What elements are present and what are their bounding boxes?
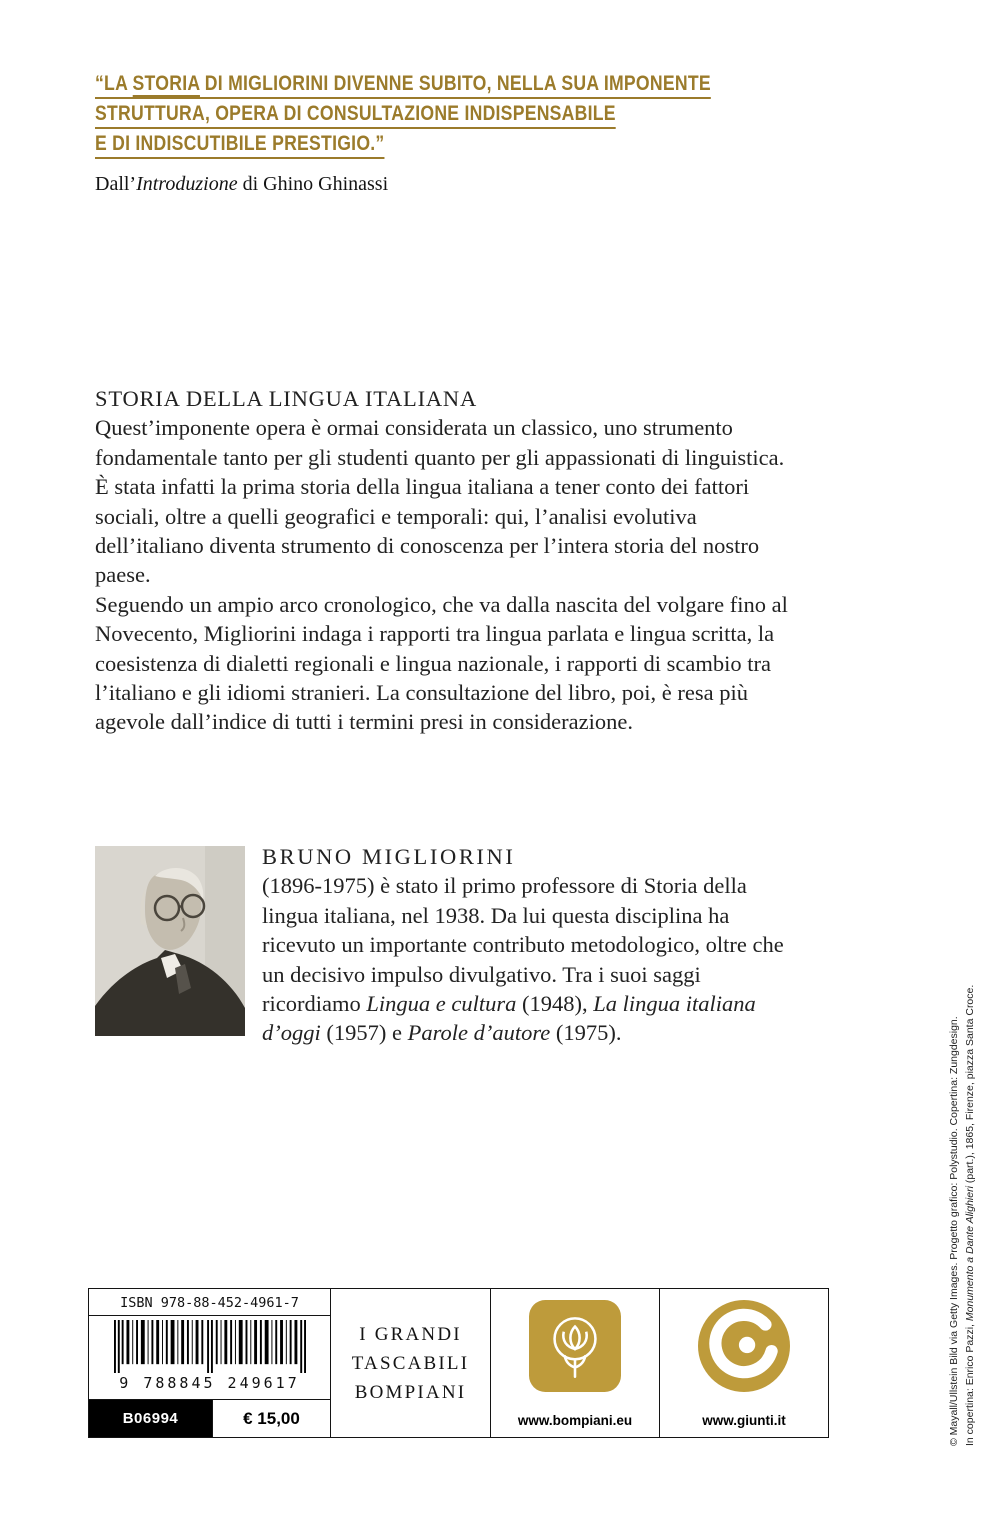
quote-line-3: E DI INDISCUTIBILE PRESTIGIO.” — [95, 132, 384, 159]
bompiani-flower-logo-icon — [529, 1300, 621, 1392]
series-line-2: TASCABILI — [351, 1352, 470, 1374]
author-name: BRUNO MIGLIORINI — [262, 844, 516, 869]
series-cell — [330, 1288, 491, 1438]
photo-credits — [946, 886, 978, 1446]
quote-line-2: STRUTTURA, OPERA DI CONSULTAZIONE INDISPENSABILE — [95, 102, 616, 129]
isbn-label: ISBN 978-88-452-4961-7 — [89, 1289, 330, 1316]
barcode-bars-icon — [114, 1320, 306, 1373]
barcode-cell — [88, 1288, 331, 1438]
series-line-3: BOMPIANI — [354, 1381, 467, 1403]
quote-attribution: Dall’Introduzione di Ghino Ghinassi — [95, 173, 389, 195]
giunti-url: www.giunti.it — [702, 1413, 786, 1428]
giunti-cell — [659, 1288, 829, 1438]
price-row — [89, 1399, 330, 1437]
footer-strip — [88, 1288, 829, 1438]
giunti-logo-icon — [698, 1300, 790, 1392]
barcode-digits: 9 788845 249617 — [119, 1374, 300, 1392]
synopsis-paragraph-1: Quest’imponente opera è ormai considerata un classico, uno strumento fondamentale tanto per gli studenti quanto per gli appassionati di linguistica. È stata infatti la prima storia della lingua italiana a tener conto dei fattori sociali, oltre a quelli geografici e temporali: qui, l’analisi evolutiva dell’italiano diventa strumento di conoscenza per l’intera storia del nostro paese. — [95, 415, 785, 588]
series-line-1: I GRANDI — [359, 1323, 462, 1345]
credit-line-inner: © Mayall/Ullstein Bild via Getty Images. Progetto grafico: Polystudio. Copertina: Zungdesign. — [948, 1016, 960, 1446]
quote-line-1: “LA STORIA DI MIGLIORINI DIVENNE SUBITO, NELLA SUA IMPONENTE — [95, 72, 711, 99]
product-code-badge: B06994 — [89, 1400, 212, 1437]
synopsis-section — [95, 384, 792, 737]
author-section — [95, 842, 795, 1048]
author-photo — [95, 846, 245, 1036]
synopsis-paragraph-2: Seguendo un ampio arco cronologico, che va dalla nascita del volgare fino al Novecento, Migliorini indaga i rapporti tra lingua parlata e lingua scritta, la coesistenza di dialetti regionali e lingua nazionale, i rapporti di scambio tra l’italiano e gli idiomi stranieri. La consultazione del libro, poi, è resa più agevole dall’indice di tutti i termini presi in considerazione. — [95, 591, 788, 735]
barcode — [89, 1316, 330, 1399]
price-label: € 15,00 — [212, 1400, 330, 1437]
bompiani-url: www.bompiani.eu — [517, 1413, 633, 1428]
book-title: STORIA DELLA LINGUA ITALIANA — [95, 386, 478, 411]
quote-lines — [95, 72, 808, 159]
credit-line-outer: In copertina: Enrico Pazzi, Monumento a Dante Alighieri (part.), 1865, Firenze, piazza Santa Croce. — [964, 984, 976, 1446]
quote-block — [95, 72, 965, 196]
author-bio: (1896-1975) è stato il primo professore di Storia della lingua italiana, nel 1938. Da lui questa disciplina ha ricevuto un importante contributo metodologico, oltre che un decisivo impulso divulgativo. Tra i suoi saggi ricordiamo Lingua e cultura (1948), La lingua italiana d’oggi (1957) e Parole d’autore (1975). — [262, 873, 784, 1046]
bompiani-cell — [490, 1288, 660, 1438]
